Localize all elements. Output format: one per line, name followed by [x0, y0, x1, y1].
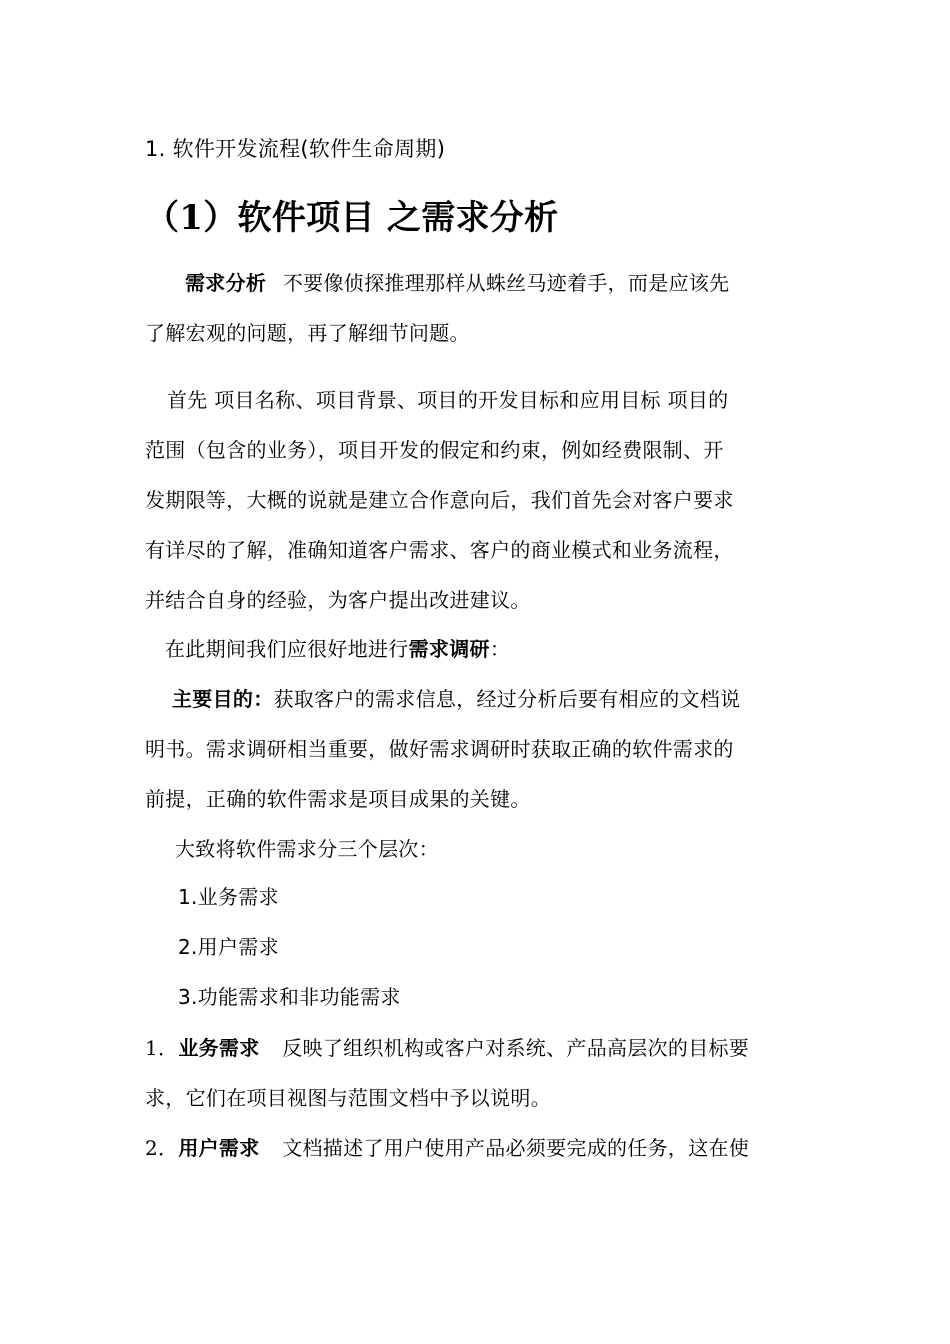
list-item: 3.功能需求和非功能需求	[178, 985, 401, 1009]
bold-term: 业务需求	[178, 1036, 260, 1060]
definition-number: 1．	[145, 1036, 179, 1060]
bold-term: 用户需求	[178, 1136, 260, 1160]
paragraph-text: 获取客户的需求信息，经过分析后要有相应的文档说	[273, 687, 741, 711]
definition-line	[145, 1133, 749, 1163]
paragraph-line: 发期限等，大概的说就是建立合作意向后，我们首先会对客户要求	[145, 488, 734, 512]
paragraph-line: 了解宏观的问题，再了解细节问题。	[145, 321, 470, 345]
definition-text: 反映了组织机构或客户对系统、产品高层次的目标要	[282, 1036, 750, 1060]
list-item: 1.业务需求	[178, 885, 279, 909]
list-item: 2.用户需求	[178, 935, 279, 959]
definition-number: 2．	[145, 1136, 179, 1160]
paragraph-line	[165, 634, 510, 664]
bold-term: 需求分析	[185, 271, 267, 295]
paragraph-line: 首先 项目名称、项目背景、项目的开发目标和应用目标 项目的	[167, 388, 729, 412]
paragraph-line: 有详尽的了解，准确知道客户需求、客户的商业模式和业务流程，	[145, 538, 734, 562]
definition-line	[145, 1033, 749, 1063]
paragraph-line: 大致将软件需求分三个层次：	[175, 837, 439, 861]
bold-term: 需求调研	[408, 637, 490, 661]
paragraph-line: 明书。需求调研相当重要，做好需求调研时获取正确的软件需求的	[145, 737, 734, 761]
bold-term: 主要目的：	[172, 687, 274, 711]
paragraph-line: 范围（包含的业务），项目开发的假定和约束，例如经费限制、开	[145, 438, 724, 462]
subsection-heading: （1）软件项目 之需求分析	[145, 198, 559, 238]
paragraph-line	[172, 684, 740, 714]
paragraph-text: 在此期间我们应很好地进行	[165, 637, 409, 661]
paragraph-text: 不要像侦探推理那样从蛛丝马迹着手，而是应该先	[282, 271, 730, 295]
paragraph-line: 并结合自身的经验，为客户提出改进建议。	[145, 588, 531, 612]
definition-line: 求，它们在项目视图与范围文档中予以说明。	[145, 1086, 551, 1110]
paragraph-line: 前提，正确的软件需求是项目成果的关键。	[145, 787, 531, 811]
paragraph-line	[185, 268, 729, 298]
definition-text: 文档描述了用户使用产品必须要完成的任务，这在使	[282, 1136, 750, 1160]
section-heading: 1. 软件开发流程(软件生命周期)	[145, 137, 446, 161]
paragraph-text: ：	[489, 637, 511, 661]
